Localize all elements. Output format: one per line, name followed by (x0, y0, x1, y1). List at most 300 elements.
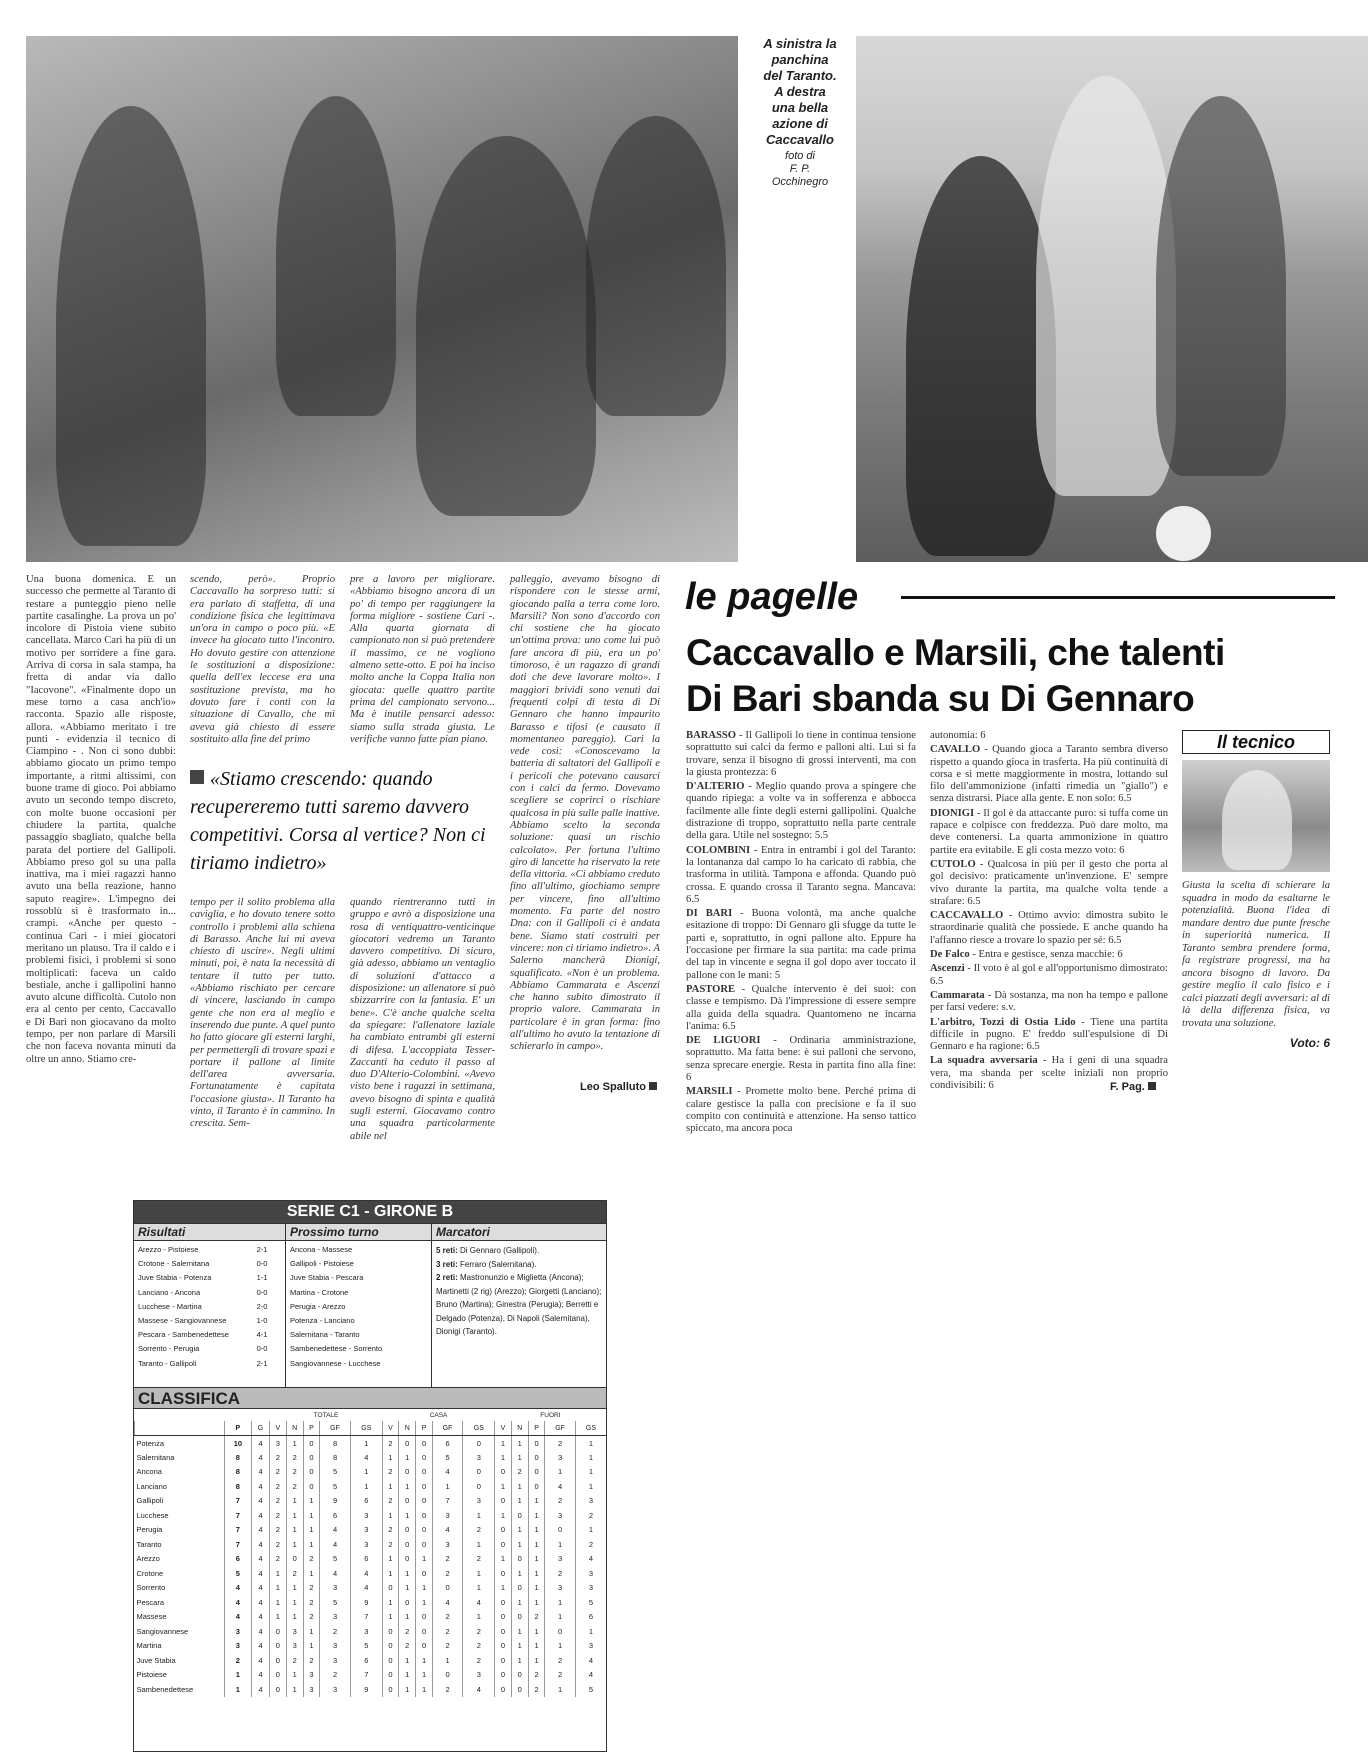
stat-cell: 1 (575, 1450, 606, 1465)
pagella-entry (686, 845, 916, 906)
stat-cell: 0 (270, 1624, 286, 1639)
column-header: P (225, 1421, 252, 1436)
goals-count: 5 reti: (436, 1246, 458, 1255)
stat-cell: 2 (432, 1639, 463, 1654)
ball-icon (1156, 506, 1211, 561)
stat-cell: 2 (528, 1682, 544, 1697)
stat-cell: 0 (495, 1668, 511, 1683)
pagella-entry (930, 910, 1168, 947)
stat-cell: 1 (382, 1610, 398, 1625)
stat-cell: 1 (463, 1610, 495, 1625)
stat-cell: 0 (416, 1479, 432, 1494)
stat-cell: 4 (251, 1566, 269, 1581)
stat-cell: 1 (270, 1610, 286, 1625)
stat-cell: 1 (528, 1537, 544, 1552)
stat-cell: 3 (270, 1436, 286, 1451)
stat-cell: 4 (350, 1581, 382, 1596)
points: 6 (225, 1552, 252, 1567)
tecnico-text: Giusta la scelta di schierare la squadra in modo da esaltarne le potenzialità. Buona l'idea di mandare dentro due punte fresche in superiorità numerica. Il Taranto sembra prendere forma, fa registrare progressi, ma ha ancora bisogno di lavoro. Da gestire meglio il calo fisico e i calci piazzati degli avversari: al di là della differenza fisica, va trovata una soluzione. (1182, 880, 1330, 1029)
pagella-entry (930, 859, 1168, 908)
stat-cell: 0 (382, 1668, 398, 1683)
stat-cell: 1 (416, 1668, 432, 1683)
article-column-3: pre a lavoro per migliorare. «Abbiamo bisogno ancora di un po' di tempo per raggiungere la forma migliore - sostiene Cari -. Alla quarta giornata di campionato non si può pretendere il massimo, ce ne vogliono almeno sette-otto. E poi ha inciso molto anche la Coppa Italia non giocata: quelle quattro partite prima del campionato servono... Ma è inutile pensarci adesso: siamo sulla strada giusta. Le verifiche vanno fatte pian piano. (350, 574, 495, 745)
stat-cell: 0 (511, 1610, 528, 1625)
player-name: DE LIGUORI (686, 1035, 761, 1047)
stat-cell: 1 (286, 1668, 303, 1683)
pagella-entry (686, 1086, 916, 1135)
photo-credit (750, 150, 850, 189)
match: Pescara - Sambenedettese (138, 1330, 229, 1340)
stat-cell: 2 (303, 1581, 319, 1596)
table-row (135, 1523, 607, 1538)
stat-cell: 1 (303, 1494, 319, 1509)
points: 8 (225, 1465, 252, 1480)
stat-cell: 0 (495, 1566, 511, 1581)
stat-cell: 0 (528, 1450, 544, 1465)
stat-cell: 1 (399, 1566, 416, 1581)
pagella-entry (930, 808, 1168, 857)
stat-cell: 0 (545, 1523, 576, 1538)
team-name: Juve Stabia (136, 1655, 176, 1665)
stat-cell: 2 (575, 1537, 606, 1552)
stat-cell: 1 (528, 1624, 544, 1639)
prossimo-row: Gallipoli - Pistoiese (290, 1259, 354, 1269)
credit-line: Occhinegro (771, 176, 829, 188)
stat-cell: 2 (303, 1610, 319, 1625)
stat-cell: 4 (463, 1595, 495, 1610)
pagella-entry (686, 781, 916, 842)
pagelle-header (685, 574, 1335, 620)
prossimo-row: Salernitana - Taranto (290, 1330, 360, 1340)
table-row (135, 1566, 607, 1581)
stat-cell: 5 (320, 1595, 351, 1610)
marcatori-entry (436, 1244, 602, 1258)
stat-cell: 1 (528, 1552, 544, 1567)
risultato-row (138, 1257, 281, 1271)
square-icon (1148, 1082, 1156, 1090)
stat-cell: 4 (545, 1479, 576, 1494)
column-header: GF (320, 1421, 351, 1436)
column-header: P (303, 1421, 319, 1436)
player-review: - Ha i geni di una squadra vera, ma sbanda per scelte iniziali non proprio condivisibili: 6 (930, 1055, 1168, 1092)
stat-cell: 1 (303, 1639, 319, 1654)
stat-cell: 2 (399, 1639, 416, 1654)
table-row (135, 1653, 607, 1668)
stat-cell: 4 (350, 1566, 382, 1581)
stat-cell: 2 (303, 1595, 319, 1610)
stat-cell: 8 (320, 1450, 351, 1465)
stat-cell: 2 (432, 1610, 463, 1625)
stat-cell: 4 (320, 1537, 351, 1552)
points: 7 (225, 1494, 252, 1509)
player-review: - Il Gallipoli lo tiene in continua tensione soprattutto sui calci da fermo e palloni alti. Lui si fa trovare, senza il bisogno di grossi interventi, ma con la giusta prontezza: 6 (686, 730, 916, 778)
stat-cell: 2 (270, 1465, 286, 1480)
player-name: DI BARI (686, 908, 733, 920)
table-row (135, 1682, 607, 1697)
score: 2-1 (256, 1245, 268, 1254)
stat-cell: 3 (545, 1581, 576, 1596)
stat-cell: 0 (416, 1450, 432, 1465)
stat-cell: 4 (251, 1552, 269, 1567)
stat-cell: 4 (251, 1581, 269, 1596)
stat-cell: 0 (511, 1682, 528, 1697)
stat-cell: 4 (251, 1624, 269, 1639)
match: Lanciano - Ancona (138, 1287, 201, 1297)
table-row (135, 1610, 607, 1625)
stat-cell: 0 (528, 1465, 544, 1480)
stat-cell: 1 (382, 1595, 398, 1610)
risultato-row (138, 1286, 281, 1300)
stat-cell: 3 (286, 1624, 303, 1639)
stat-cell: 5 (575, 1595, 606, 1610)
column-header: G (251, 1421, 269, 1436)
stat-cell: 0 (495, 1639, 511, 1654)
marcatori-section (432, 1223, 606, 1387)
player-name: MARSILI (686, 1086, 733, 1098)
pagella-entry (930, 963, 1168, 988)
stat-cell: 0 (495, 1682, 511, 1697)
stat-cell: 0 (528, 1479, 544, 1494)
stat-cell: 0 (303, 1450, 319, 1465)
group-fuori: FUORI (540, 1411, 561, 1419)
stat-cell: 0 (286, 1552, 303, 1567)
stat-cell: 1 (303, 1624, 319, 1639)
photo-caption (750, 36, 850, 189)
stat-cell: 4 (463, 1682, 495, 1697)
team-name: Potenza (136, 1438, 165, 1448)
stat-cell: 0 (303, 1436, 319, 1451)
stat-cell: 1 (399, 1682, 416, 1697)
stat-cell: 1 (303, 1537, 319, 1552)
stat-cell: 3 (286, 1639, 303, 1654)
player-review: - Qualcosa in più per il gesto che porta al gol decisivo: praticamente un'invenzione. E' sempre vivo durante la partita, ma qualche volta tende a strafare: 6.5 (930, 858, 1168, 907)
stat-cell: 1 (286, 1595, 303, 1610)
stat-cell: 1 (286, 1523, 303, 1538)
stat-cell: 0 (495, 1610, 511, 1625)
marcatori-list (432, 1241, 606, 1342)
stat-cell: 4 (251, 1450, 269, 1465)
column-header: GF (432, 1421, 463, 1436)
player-name: L'arbitro, Tozzi di Ostia Lido (930, 1016, 1076, 1028)
stat-cell: 2 (382, 1523, 398, 1538)
stat-cell: 0 (432, 1581, 463, 1596)
stat-cell: 1 (432, 1479, 463, 1494)
stat-cell: 0 (416, 1610, 432, 1625)
pagella-entry (930, 744, 1168, 805)
team-name: Arezzo (136, 1554, 160, 1564)
stat-cell: 1 (575, 1465, 606, 1480)
table-row (135, 1494, 607, 1509)
stat-cell: 1 (545, 1537, 576, 1552)
prossimo-row: Martina - Crotone (290, 1287, 349, 1297)
stat-cell: 2 (270, 1450, 286, 1465)
stat-cell: 0 (416, 1465, 432, 1480)
match: Crotone - Salernitana (138, 1259, 210, 1269)
stat-cell: 2 (432, 1566, 463, 1581)
points: 4 (225, 1595, 252, 1610)
risultati-label: Risultati (134, 1223, 285, 1241)
headline-line-2: Di Bari sbanda su Di Gennaro (686, 678, 1195, 719)
stat-cell: 1 (528, 1595, 544, 1610)
stat-cell: 1 (528, 1639, 544, 1654)
stat-cell: 4 (251, 1595, 269, 1610)
stat-cell: 1 (511, 1566, 528, 1581)
stat-cell: 1 (303, 1508, 319, 1523)
stat-cell: 0 (495, 1624, 511, 1639)
stat-cell: 2 (463, 1653, 495, 1668)
column-header: GS (463, 1421, 495, 1436)
tecnico-box (1182, 730, 1330, 1050)
stat-cell: 5 (432, 1450, 463, 1465)
stat-cell: 1 (286, 1581, 303, 1596)
player-review: - Qualche intervento è dei suoi: con classe e tempismo. Dà l'impressione di essere sempre alla guida della squadra. Quantomeno ne incarna l'anima: 6.5 (686, 983, 916, 1032)
scorers: Mastronunzio e Miglietta (Ancona); Martinetti (2 rig) (Arezzo); Giorgetti (Lanciano); Bruno (Martina); Ginestra (Perugia); Berretti e Delgado (Potenza), Di Napoli (Salernitana), Dionigi (Taranto). (436, 1273, 602, 1336)
stat-cell: 0 (463, 1465, 495, 1480)
stat-cell: 6 (432, 1436, 463, 1451)
stat-cell: 1 (303, 1523, 319, 1538)
stat-cell: 8 (320, 1436, 351, 1451)
stat-cell: 4 (251, 1610, 269, 1625)
stat-cell: 3 (350, 1523, 382, 1538)
stat-cell: 2 (382, 1436, 398, 1451)
team-name: Salernitana (136, 1452, 175, 1462)
table-row (135, 1624, 607, 1639)
player-name: BARASSO (686, 730, 737, 741)
stat-cell: 1 (416, 1653, 432, 1668)
team-name: Pistoiese (136, 1670, 167, 1680)
stat-cell: 2 (270, 1508, 286, 1523)
team-name: Gallipoli (136, 1496, 164, 1506)
table-row (135, 1595, 607, 1610)
stat-cell: 2 (545, 1494, 576, 1509)
stat-cell: 1 (575, 1479, 606, 1494)
stat-cell: 0 (416, 1508, 432, 1523)
stat-cell: 0 (511, 1581, 528, 1596)
pagella-entry (930, 949, 1168, 961)
tecnico-voto: Voto: 6 (1289, 1036, 1330, 1050)
stat-cell: 3 (303, 1682, 319, 1697)
stat-cell: 1 (545, 1610, 576, 1625)
stat-cell: 4 (320, 1566, 351, 1581)
stat-cell: 0 (416, 1639, 432, 1654)
stat-cell: 2 (463, 1624, 495, 1639)
prossimo-section (286, 1223, 432, 1387)
stat-cell: 1 (286, 1436, 303, 1451)
stat-cell: 1 (528, 1581, 544, 1596)
caption-line: Caccavallo (766, 132, 834, 147)
stat-cell: 6 (350, 1653, 382, 1668)
points: 8 (225, 1479, 252, 1494)
stat-cell: 2 (286, 1566, 303, 1581)
column-header: P (416, 1421, 432, 1436)
column-header: P (528, 1421, 544, 1436)
stat-cell: 0 (511, 1552, 528, 1567)
stat-cell: 1 (432, 1653, 463, 1668)
group-casa: CASA (429, 1411, 448, 1419)
table-row (135, 1639, 607, 1654)
team-name: Massese (136, 1612, 167, 1622)
stat-cell: 1 (495, 1436, 511, 1451)
stat-cell: 1 (270, 1581, 286, 1596)
stat-cell: 1 (511, 1494, 528, 1509)
photo-caccavallo-action (856, 36, 1368, 562)
stat-cell: 1 (350, 1465, 382, 1480)
stat-cell: 1 (382, 1566, 398, 1581)
stat-cell: 1 (545, 1639, 576, 1654)
stat-cell: 2 (270, 1479, 286, 1494)
risultati-section (134, 1223, 286, 1387)
stat-cell: 5 (320, 1479, 351, 1494)
prossimo-row: Sangiovannese - Lucchese (290, 1358, 381, 1368)
pagella-entry (686, 730, 916, 779)
stat-cell: 3 (320, 1581, 351, 1596)
stat-cell: 0 (432, 1668, 463, 1683)
stat-cell: 2 (270, 1537, 286, 1552)
pagella-entry (930, 990, 1168, 1015)
stat-cell: 0 (303, 1465, 319, 1480)
player-review: - Entra e gestisce, senza macchie: 6 (969, 949, 1123, 961)
team-name: Martina (136, 1641, 162, 1651)
table-row (135, 1537, 607, 1552)
stat-cell: 4 (251, 1682, 269, 1697)
stat-cell: 1 (286, 1610, 303, 1625)
divider (901, 596, 1335, 599)
team-name: Taranto (136, 1539, 162, 1549)
stat-cell: 0 (399, 1595, 416, 1610)
stat-cell: 1 (511, 1436, 528, 1451)
marcatori-label: Marcatori (432, 1223, 606, 1241)
credit-line: foto di (785, 150, 815, 162)
stat-cell: 1 (545, 1595, 576, 1610)
stat-cell: 3 (320, 1653, 351, 1668)
stat-cell: 1 (575, 1523, 606, 1538)
team-name: Sangiovannese (136, 1626, 189, 1636)
stat-cell: 5 (320, 1552, 351, 1567)
score: 0-0 (256, 1344, 268, 1354)
stat-cell: 1 (545, 1682, 576, 1697)
stat-cell: 3 (320, 1682, 351, 1697)
points: 8 (225, 1450, 252, 1465)
scorers: Di Gennaro (Gallipoli). (457, 1246, 540, 1255)
player-name: DIONIGI (930, 807, 975, 819)
risultati-list (134, 1241, 285, 1373)
column-header: GF (545, 1421, 576, 1436)
points: 7 (225, 1508, 252, 1523)
stat-cell: 0 (495, 1537, 511, 1552)
stat-cell: 1 (399, 1508, 416, 1523)
stat-cell: 4 (251, 1668, 269, 1683)
stat-cell: 1 (399, 1610, 416, 1625)
team-name: Lucchese (136, 1510, 169, 1520)
stat-cell: 2 (303, 1552, 319, 1567)
article-column-1: Una buona domenica. E un successo che permette al Taranto di restare a punteggio pieno nelle partite casalinghe. La prova un po' incolore di Pistoia viene subito cancellata. Marco Cari ha più di un motivo per sorridere a fine gara. Arriva di corsa in sala stampa, ha fretta di andar via dallo "Iacovone". «Finalmente dopo un mese torno a casa anch'io» racconta. Spazio alle risposte, allora. «Abbiamo meritato i tre punti - evidenzia il tecnico di Ciampino - . Non ci sono dubbi: abbiamo giocato un primo tempo importante, a ritmi altissimi, con buone trame di gioco. Poi abbiamo avuto un secondo tempo discreto, con molte buone occasioni per chiudere la partita, qualche passaggio sbagliato, qualche bella parata del portiere del Gallipoli. Abbiamo preso gol su una palla inattiva, ma i miei ragazzi hanno avuto una bella reazione, hanno saputo reagire». L'impegno dei rossoblù si è trasformato in... crampi. «Anche per questo - continua Cari - i miei giocatori meritano un plauso. Tra il caldo e i problemi fisici, i problemi si sono moltiplicati: faceva un caldo bestiale, anche i gallipolini hanno avuto alcune difficoltà. Cutolo non era al cento per cento, Caccavallo e Di Bari non giocavano da molto tempo, per non parlare di Marsili che non faceva novanta minuti da oltre un anno. Stiamo cre- (26, 574, 176, 1065)
points: 3 (225, 1624, 252, 1639)
stat-cell: 3 (545, 1508, 576, 1523)
stat-cell: 9 (350, 1682, 382, 1697)
stat-cell: 3 (575, 1639, 606, 1654)
match: Arezzo - Pistoiese (138, 1245, 199, 1254)
stat-cell: 3 (350, 1624, 382, 1639)
stat-cell: 3 (545, 1450, 576, 1465)
group-header-row (135, 1409, 607, 1421)
pagella-entry (686, 908, 916, 982)
stat-cell: 1 (463, 1537, 495, 1552)
match: Taranto - Gallipoli (138, 1358, 197, 1368)
stat-cell: 4 (251, 1494, 269, 1509)
stat-cell: 0 (399, 1436, 416, 1451)
stat-cell: 2 (545, 1436, 576, 1451)
stat-cell: 0 (416, 1494, 432, 1509)
player-name: De Falco (930, 949, 970, 961)
stat-cell: 1 (416, 1581, 432, 1596)
stat-cell: 0 (399, 1494, 416, 1509)
stat-cell: 1 (511, 1624, 528, 1639)
stat-cell: 6 (320, 1508, 351, 1523)
stat-cell: 1 (463, 1508, 495, 1523)
stat-cell: 2 (303, 1653, 319, 1668)
score: 2-0 (256, 1301, 268, 1311)
stat-cell: 2 (545, 1653, 576, 1668)
stat-cell: 5 (350, 1639, 382, 1654)
stat-cell: 1 (399, 1653, 416, 1668)
stat-cell: 1 (286, 1508, 303, 1523)
column-header-row (135, 1421, 607, 1436)
stat-cell: 4 (320, 1523, 351, 1538)
points: 4 (225, 1610, 252, 1625)
column-header: GS (575, 1421, 606, 1436)
points: 3 (225, 1639, 252, 1654)
points: 4 (225, 1581, 252, 1596)
player-name: PASTORE (686, 983, 736, 995)
square-icon (190, 770, 204, 784)
serie-title: SERIE C1 - GIRONE B (134, 1201, 606, 1223)
team-name: Lanciano (136, 1481, 167, 1491)
stat-cell: 1 (495, 1581, 511, 1596)
stat-cell: 0 (270, 1682, 286, 1697)
player-review: - Il gol è da attaccante puro: si tuffa come un rapace e colpisce con freddezza. Può dare molto, ma deve contenersi. La quarta ammonizione in quattro partite era evitabile. E gli costa mezzo voto: 6 (930, 807, 1168, 856)
stat-cell: 1 (350, 1479, 382, 1494)
stat-cell: 2 (463, 1639, 495, 1654)
table-row (135, 1508, 607, 1523)
stat-cell: 3 (320, 1639, 351, 1654)
stat-cell: 4 (432, 1595, 463, 1610)
column-header: N (286, 1421, 303, 1436)
team-name: Ancona (136, 1467, 162, 1477)
stat-cell: 3 (463, 1450, 495, 1465)
stat-cell: 1 (270, 1566, 286, 1581)
stat-cell: 2 (463, 1523, 495, 1538)
article-pull-quote (190, 765, 500, 877)
stat-cell: 1 (463, 1581, 495, 1596)
stat-cell: 3 (575, 1581, 606, 1596)
stat-cell: 3 (432, 1508, 463, 1523)
stat-cell: 0 (495, 1465, 511, 1480)
prossimo-label: Prossimo turno (286, 1223, 431, 1241)
stat-cell: 2 (432, 1552, 463, 1567)
caption-line: panchina (771, 52, 829, 67)
stat-cell: 0 (399, 1552, 416, 1567)
stat-cell: 1 (511, 1595, 528, 1610)
stat-cell: 2 (399, 1624, 416, 1639)
stat-cell: 1 (528, 1566, 544, 1581)
caption-line: una bella (771, 100, 829, 115)
stat-cell: 4 (432, 1465, 463, 1480)
stat-cell: 1 (399, 1450, 416, 1465)
prossimo-list (286, 1241, 431, 1373)
caption-line: A destra (774, 84, 826, 99)
photo-taranto-bench (26, 36, 738, 562)
stat-cell: 2 (286, 1653, 303, 1668)
